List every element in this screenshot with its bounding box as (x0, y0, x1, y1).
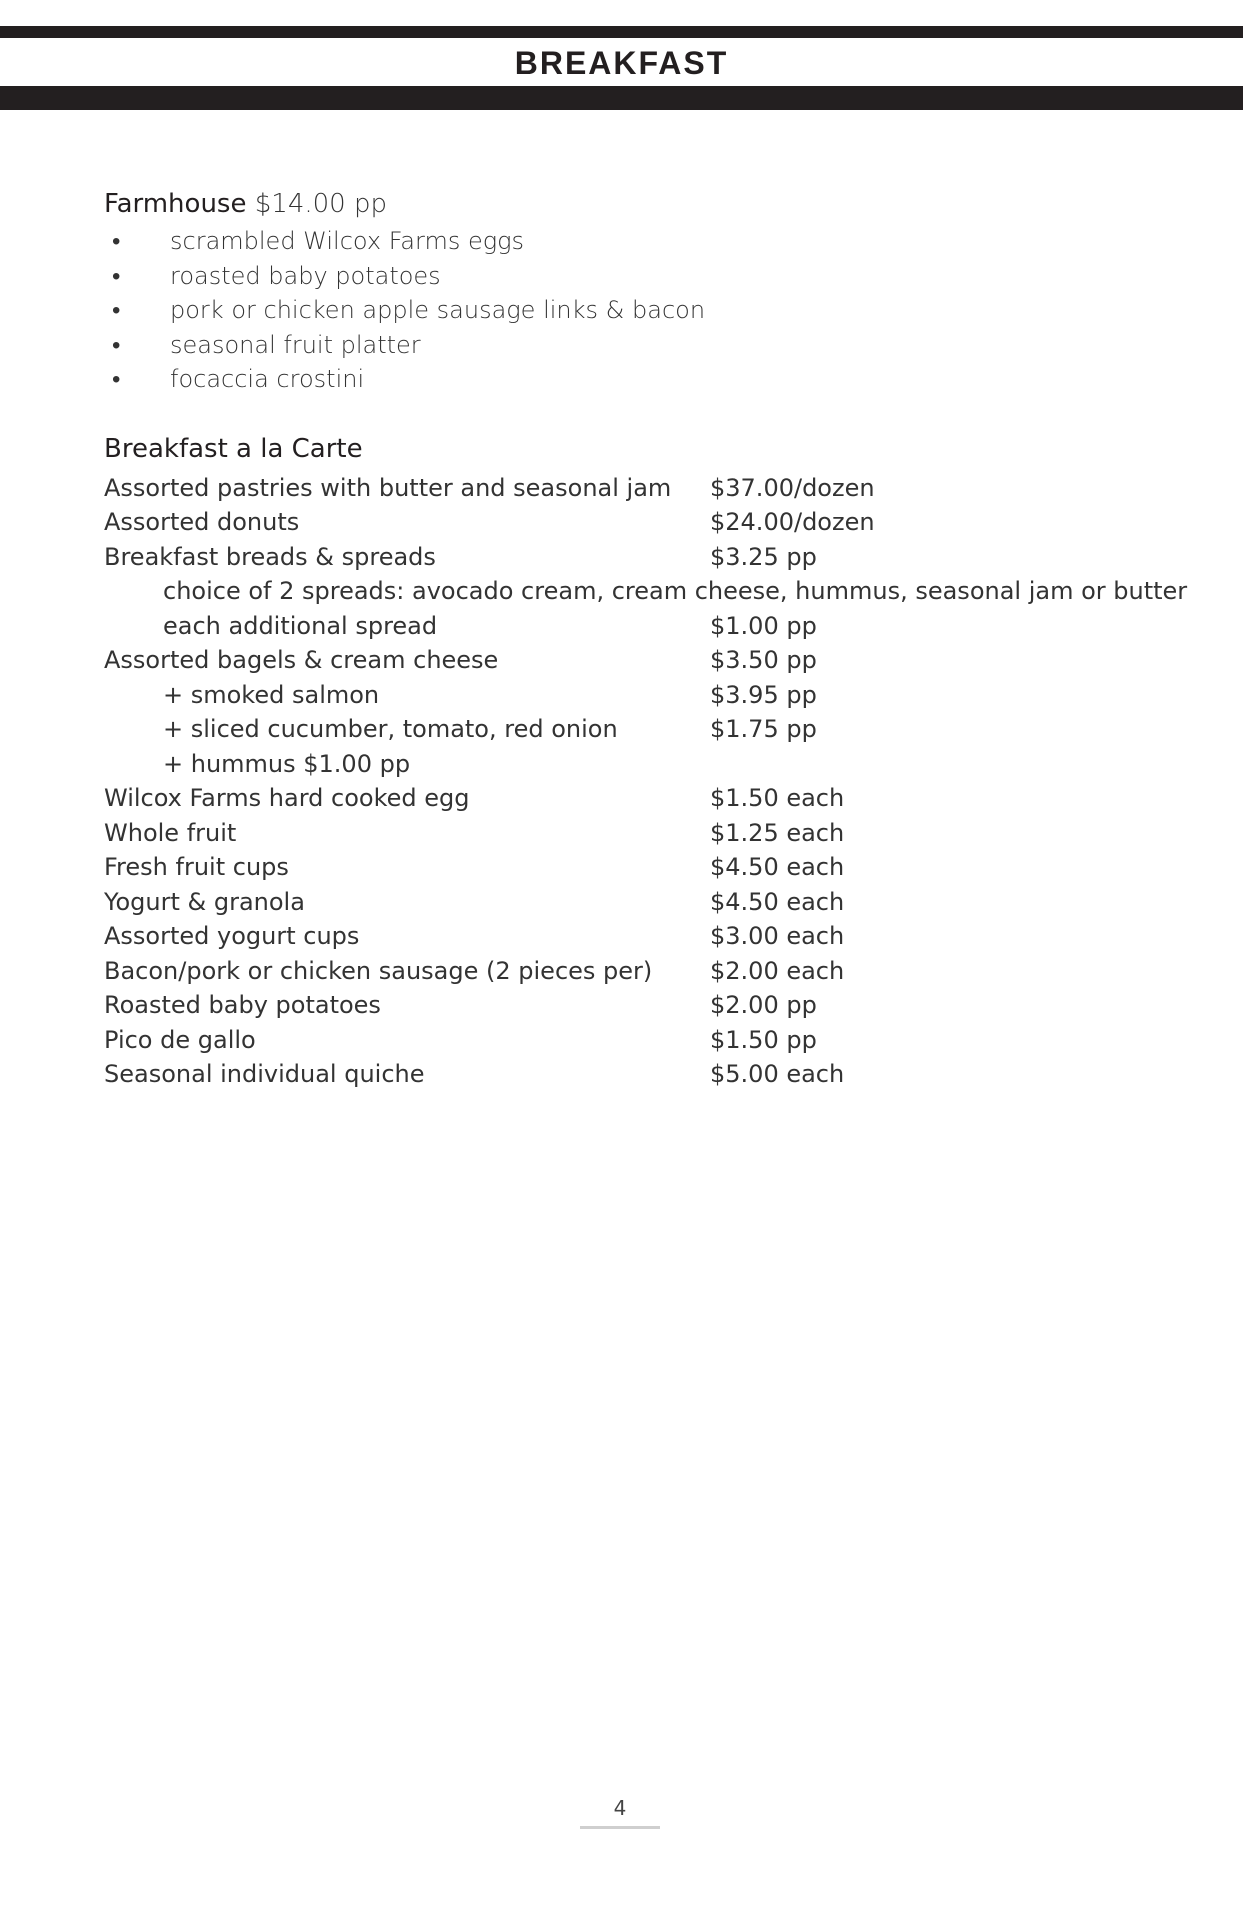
menu-row (104, 643, 1144, 678)
menu-price: $5.00 each (710, 1060, 845, 1088)
list-item (104, 259, 1144, 294)
menu-price: $4.50 each (710, 853, 845, 881)
bullet-icon: • (112, 330, 121, 359)
menu-price: $3.00 each (710, 922, 845, 950)
menu-row (104, 954, 1144, 989)
farmhouse-title (104, 186, 1144, 222)
menu-row (104, 1057, 1144, 1092)
menu-item: + smoked salmon (163, 680, 380, 709)
menu-item: Bacon/pork or chicken sausage (2 pieces per) (104, 956, 653, 985)
menu-price: $2.00 pp (710, 991, 817, 1019)
menu-price: $1.00 pp (710, 611, 817, 640)
menu-row (104, 850, 1144, 885)
page-number-underline (580, 1826, 660, 1829)
menu-price: $3.25 pp (710, 542, 817, 571)
menu-row (104, 540, 1144, 575)
header-bottom-bar (0, 86, 1243, 110)
bullet-icon: • (112, 227, 121, 255)
menu-item: Assorted bagels & cream cheese (104, 646, 499, 674)
list-item (104, 224, 1144, 259)
menu-item: Assorted pastries with butter and seasonal jam (104, 473, 672, 502)
menu-price: $24.00/dozen (710, 508, 875, 536)
list-item-text: roasted baby potatoes (170, 261, 441, 290)
header-top-bar (0, 26, 1243, 38)
menu-item: Assorted donuts (104, 508, 300, 536)
menu-item: + sliced cucumber, tomato, red onion (163, 715, 618, 743)
farmhouse-price: $14.00 pp (254, 189, 387, 219)
menu-item: Breakfast breads & spreads (104, 542, 436, 571)
menu-row (104, 885, 1144, 920)
list-item-text: seasonal fruit platter (170, 330, 421, 359)
menu-row (104, 505, 1144, 540)
farmhouse-items (104, 224, 1144, 397)
menu-item: + hummus $1.00 pp (163, 749, 411, 778)
menu-item: Seasonal individual quiche (104, 1060, 425, 1088)
menu-row (104, 1023, 1144, 1058)
menu-item: Whole fruit (104, 818, 237, 847)
a-la-carte-table (104, 471, 1188, 1092)
menu-row (104, 678, 1144, 713)
menu-row (104, 781, 1144, 816)
list-item-text: pork or chicken apple sausage links & bacon (170, 296, 706, 324)
list-item (104, 362, 1144, 397)
list-item (104, 293, 1144, 328)
menu-price: $1.25 each (710, 818, 845, 847)
menu-price: $2.00 each (710, 956, 845, 985)
menu-item: Yogurt & granola (104, 887, 305, 916)
list-item-text: scrambled Wilcox Farms eggs (170, 227, 525, 255)
farmhouse-section (104, 186, 1144, 397)
menu-price: $1.75 pp (710, 715, 817, 743)
menu-item: Roasted baby potatoes (104, 991, 381, 1019)
a-la-carte-section (104, 431, 1188, 1092)
list-item-text: focaccia crostini (170, 365, 365, 393)
menu-price: $3.50 pp (710, 646, 817, 674)
menu-row (104, 712, 1144, 747)
menu-price: $1.50 pp (710, 1025, 817, 1054)
menu-item: Assorted yogurt cups (104, 922, 360, 950)
a-la-carte-title: Breakfast a la Carte (104, 433, 363, 464)
bullet-icon: • (112, 261, 121, 290)
farmhouse-name: Farmhouse (104, 189, 247, 219)
menu-item: Pico de gallo (104, 1025, 256, 1054)
menu-price: $3.95 pp (710, 680, 817, 709)
menu-price: $37.00/dozen (710, 473, 875, 502)
menu-row (104, 747, 1144, 782)
page-header (0, 26, 1243, 110)
menu-item: choice of 2 spreads: avocado cream, cream cheese, hummus, seasonal jam or butter (163, 577, 1188, 605)
menu-row (104, 574, 1188, 609)
menu-row (104, 471, 1144, 506)
page-number: 4 (613, 1796, 627, 1820)
menu-price: $4.50 each (710, 887, 845, 916)
menu-row (104, 919, 1144, 954)
menu-content (104, 186, 1188, 1092)
menu-row (104, 988, 1144, 1023)
menu-item: Fresh fruit cups (104, 853, 289, 881)
menu-item: Wilcox Farms hard cooked egg (104, 784, 470, 812)
list-item (104, 328, 1144, 363)
bullet-icon: • (112, 296, 121, 324)
menu-row (104, 609, 1144, 644)
menu-item: each additional spread (163, 611, 438, 640)
menu-price: $1.50 each (710, 784, 845, 812)
page-title: BREAKFAST (514, 45, 729, 81)
bullet-icon: • (112, 365, 121, 393)
menu-row (104, 816, 1144, 851)
